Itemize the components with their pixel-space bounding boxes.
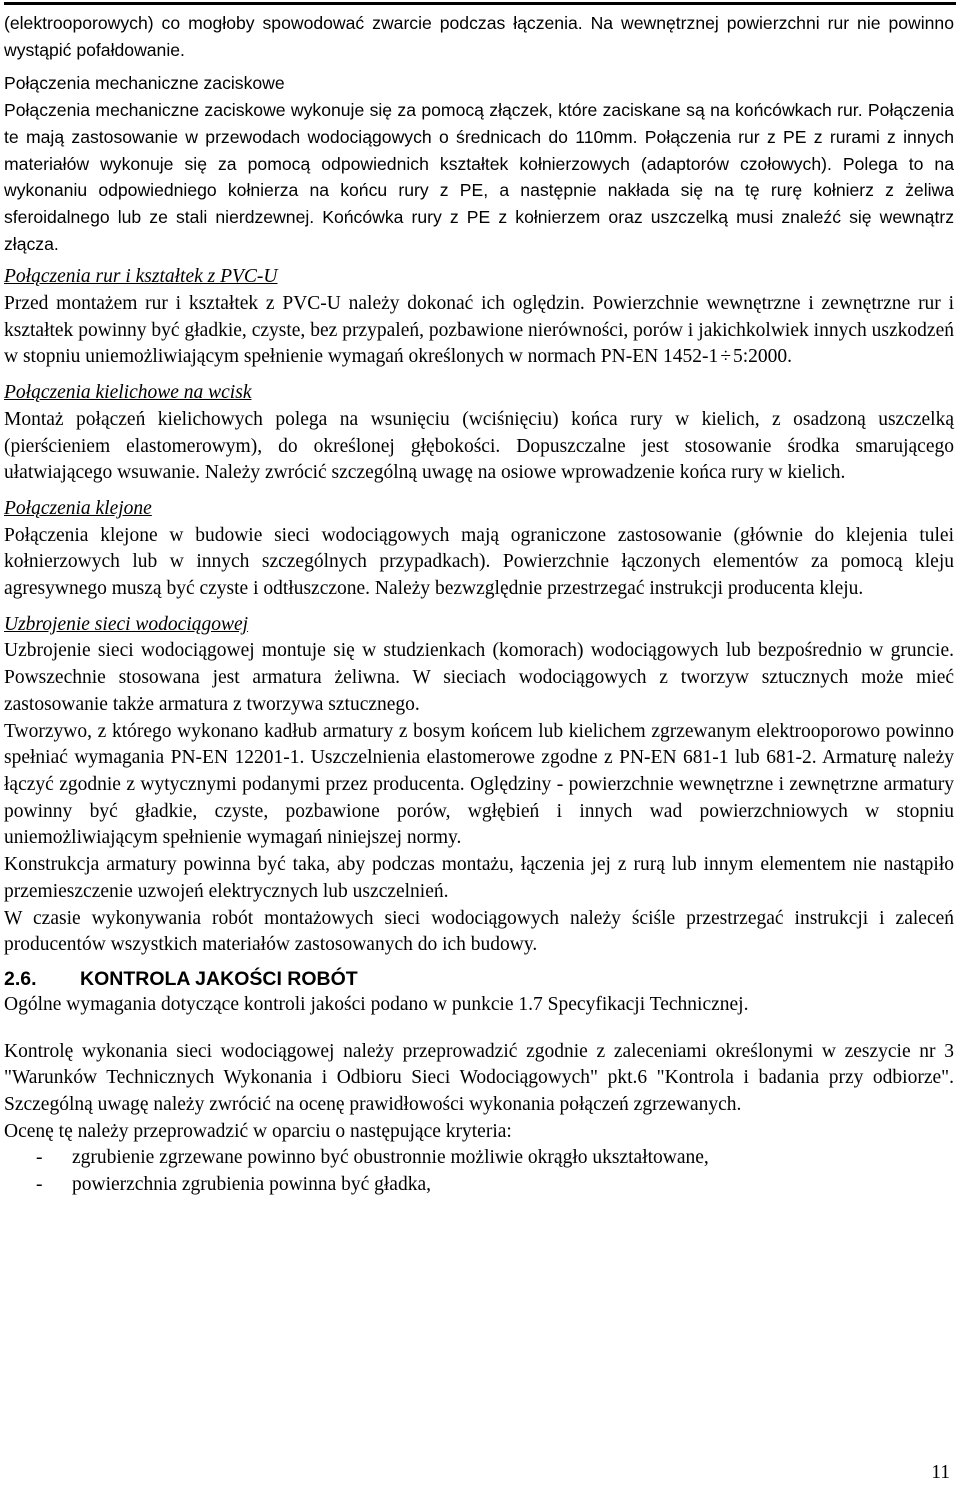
heading-fittings: Uzbrojenie sieci wodociągowej [4, 613, 249, 635]
heading-glued: Połączenia klejone [4, 497, 152, 519]
pvc-text-b: 5:2000. [733, 346, 793, 368]
page-number: 11 [931, 1462, 950, 1483]
section-title: KONTROLA JAKOŚCI ROBÓT [80, 967, 358, 990]
fittings-paragraph-1: Uzbrojenie sieci wodociągowej montuje się w studzienkach (komorach) wodociągowych lub bezpośrednio w gruncie. Powszechnie stosowana jest armatura żeliwna. W sieciach wodociągowych z tworzyw sztucznych może mieć zastosowanie także armatura z tworzywa sztucznego. [4, 640, 954, 715]
heading-socket: Połączenia kielichowe na wcisk [4, 382, 252, 404]
top-rule [4, 2, 956, 5]
heading-pvc: Połączenia rur i kształtek z PVC-U [4, 266, 278, 288]
pvc-paragraph [4, 291, 954, 371]
section-paragraph-2: Kontrolę wykonania sieci wodociągowej należy przeprowadzić zgodnie z zaleceniami określonymi w zeszycie nr 3 "Warunków Technicznych Wykonania i Odbioru Sieci Wodociągowych" pkt.6 "Kontrola i badania przy odbiorze". Szczególną uwagę należy zwrócić na ocenę prawidłowości wykonania połączeń zgrzewanych. [4, 1040, 954, 1116]
glued-paragraph: Połączenia klejone w budowie sieci wodociągowych mają ograniczone zastosowanie (głównie do klejenia tulei kołnierzowych lub w innych szczególnych przypadkach). Powierzchnie łączonych elementów za pomocą kleju agresywnego muszą być czyste i odtłuszczone. Należy bezwzględnie przestrzegać instrukcji producenta kleju. [4, 524, 954, 600]
section-paragraph-3: Ocenę tę należy przeprowadzić w oparciu o następujące kryteria: [4, 1120, 512, 1142]
fittings-paragraph-4: W czasie wykonywania robót montażowych sieci wodociągowych należy ściśle przestrzegać instrukcji i zaleceń producentów wszystkich materiałów zastosowanych do ich budowy. [4, 907, 954, 956]
socket-paragraph: Montaż połączeń kielichowych polega na wsunięciu (wciśnięciu) końca rury w kielich, z osadzoną uszczelką (pierścieniem elastomerowym), do określonej głębokości. Dopuszczalne jest stosowanie środka smarującego ułatwiającego wsuwanie. Należy zwrócić szczególną uwagę na osiowe wprowadzenie końca rury w kielich. [4, 408, 954, 484]
heading-mechanical: Połączenia mechaniczne zaciskowe [4, 73, 285, 94]
intro-paragraph: (elektrooporowych) co mogłoby spowodować zwarcie podczas łączenia. Na wewnętrznej powierzchni rur nie powinno wystąpić pofałdowanie. [4, 13, 954, 60]
mechanical-paragraph: Połączenia mechaniczne zaciskowe wykonuje się za pomocą złączek, które zaciskane są na końcówkach rur. Połączenia te mają zastosowanie w przewodach wodociągowych o średnicach do 110mm. Połączenia rur z PE z rurami z innych materiałów wykonuje się za pomocą odpowiednich kształtek kołnierzowych (adaptorów czołowych). Polega to na wykonaniu odpowiedniego kołnierza na końcu rury z PE, a następnie nakłada się na tę rurę kołnierz z żeliwa sferoidalnego lub ze stali nierdzewnej. Końcówka rury z PE z kołnierzem oraz uszczelką musi znaleźć się wewnątrz złącza. [4, 100, 954, 254]
criteria-item [4, 1172, 954, 1199]
fittings-paragraph-2: Tworzywo, z którego wykonano kadłub armatury z bosym końcem lub kielichem zgrzewanym elektrooporowo powinno spełniać wymagania PN-EN 12201-1. Uszczelnienia elastomerowe zgodne z PN-EN 681-1 lub 681-2. Armaturę należy łączyć zgodnie z wytycznymi podanymi przez producenta. Oględziny - powierzchnie wewnętrzne i zewnętrzne armatury powinny być gładkie, czyste, pozbawione porów, wgłębień i innych wad powierzchniowych w stopniu uniemożliwiającym spełnienie wymagań niniejszej normy. [4, 720, 954, 849]
section-paragraph-1: Ogólne wymagania dotyczące kontroli jakości podano w punkcie 1.7 Specyfikacji Technicznej. [4, 993, 749, 1015]
list-dash: - [36, 1147, 43, 1169]
list-dash: - [36, 1174, 43, 1196]
fittings-paragraph-3: Konstrukcja armatury powinna być taka, aby podczas montażu, łączenia jej z rurą lub innym elementem nie nastąpiło przemieszczenie uzwojeń elektrycznych lub uszczelnień. [4, 854, 954, 902]
criteria-text: powierzchnia zgrubienia powinna być gładka, [72, 1174, 431, 1196]
range-symbol: ÷ [720, 346, 732, 368]
document-page [4, 10, 954, 1199]
pvc-text-a: Przed montażem rur i kształtek z PVC-U należy dokonać ich oględzin. Powierzchnie wewnętrzne i zewnętrzne rur i kształtek powinny być gładkie, czyste, bez przypaleń, pozbawione nierówności, porów i jakichkolwiek innych uszkodzeń w stopniu uniemożliwiającym spełnienie wymagań określonych w normach PN-EN 1452-1 [4, 293, 954, 368]
section-number: 2.6. [4, 967, 37, 990]
criteria-item [4, 1145, 954, 1172]
section-heading [4, 966, 954, 992]
criteria-text: zgrubienie zgrzewane powinno być obustronnie możliwie okrągło ukształtowane, [72, 1147, 709, 1169]
